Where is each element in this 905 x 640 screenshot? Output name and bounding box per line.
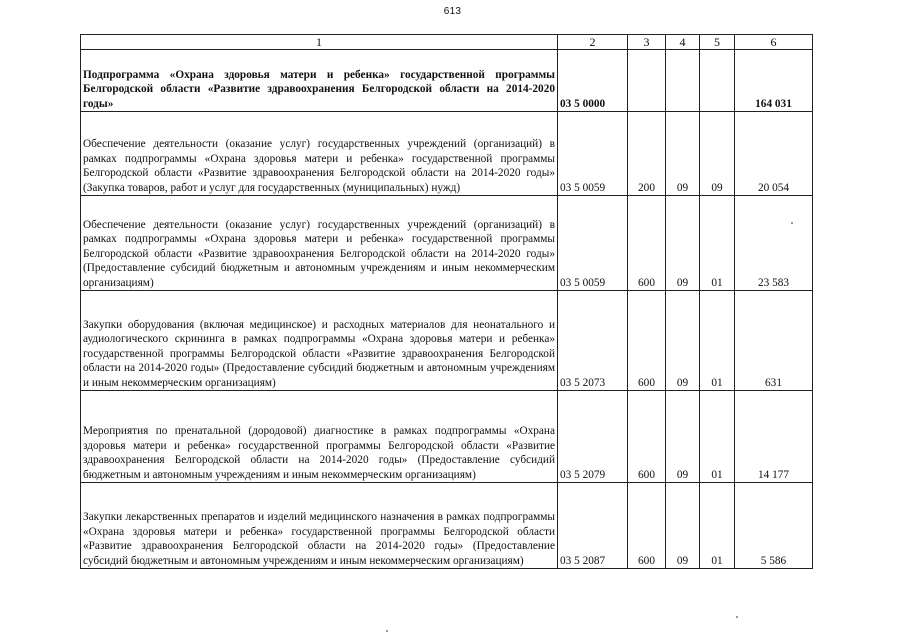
- column-header-6: 6: [735, 35, 813, 50]
- row-section: 09: [666, 196, 700, 291]
- row-subsection: 01: [700, 483, 735, 569]
- column-header-2: 2: [558, 35, 628, 50]
- page-number: 613: [443, 6, 462, 17]
- row-target-code: 03 5 0000: [558, 50, 628, 112]
- row-subsection: 01: [700, 196, 735, 291]
- row-target-code: 03 5 2073: [558, 291, 628, 391]
- table-header-row: [81, 35, 813, 50]
- row-amount: 5 586: [735, 483, 813, 569]
- row-section: 09: [666, 391, 700, 483]
- table-row: [81, 196, 813, 291]
- row-section: 09: [666, 112, 700, 196]
- column-header-1: 1: [81, 35, 558, 50]
- row-section: 09: [666, 291, 700, 391]
- row-description: Обеспечение деятельности (оказание услуг) государственных учреждений (организаций) в рамках подпрограммы «Охрана здоровья матери и ребенка» государственной программы Белгородской области «Развитие здравоохранения Белгородской области на 2014-2020 годы» (Предоставление субсидий бюджетным и автономным учреждениям и иным некоммерческим организациям): [81, 196, 558, 291]
- row-amount: 14 177: [735, 391, 813, 483]
- row-expense-type: 600: [628, 196, 666, 291]
- row-target-code: 03 5 2087: [558, 483, 628, 569]
- row-amount: 164 031: [735, 50, 813, 112]
- scan-speck: [791, 222, 793, 224]
- row-section: [666, 50, 700, 112]
- row-target-code: 03 5 0059: [558, 112, 628, 196]
- row-description: Подпрограмма «Охрана здоровья матери и ребенка» государственной программы Белгородской области «Развитие здравоохранения Белгородской области на 2014-2020 годы»: [81, 50, 558, 112]
- row-expense-type: [628, 50, 666, 112]
- table-row: [81, 391, 813, 483]
- table-row: [81, 50, 813, 112]
- table-row: [81, 291, 813, 391]
- scan-speck: [386, 630, 388, 632]
- row-amount: 23 583: [735, 196, 813, 291]
- column-header-4: 4: [666, 35, 700, 50]
- row-subsection: 01: [700, 391, 735, 483]
- column-header-3: 3: [628, 35, 666, 50]
- row-description: Обеспечение деятельности (оказание услуг) государственных учреждений (организаций) в рамках подпрограммы «Охрана здоровья матери и ребенка» государственной программы Белгородской области «Развитие здравоохранения Белгородской области на 2014-2020 годы» (Закупка товаров, работ и услуг для государственных (муниципальных) нужд): [81, 112, 558, 196]
- row-description: Закупки оборудования (включая медицинское) и расходных материалов для неонатального и аудиологического скрининга в рамках подпрограммы «Охрана здоровья матери и ребенка» государственной программы Белгородской области «Развитие здравоохранения Белгородской области на 2014-2020 годы» (Предоставление субсидий бюджетным и автономным учреждениям и иным некоммерческим организациям): [81, 291, 558, 391]
- row-subsection: 01: [700, 291, 735, 391]
- table-row: [81, 483, 813, 569]
- row-subsection: 09: [700, 112, 735, 196]
- row-expense-type: 600: [628, 483, 666, 569]
- row-target-code: 03 5 2079: [558, 391, 628, 483]
- column-header-5: 5: [700, 35, 735, 50]
- row-amount: 631: [735, 291, 813, 391]
- row-description: Закупки лекарственных препаратов и изделий медицинского назначения в рамках подпрограммы «Охрана здоровья матери и ребенка» государственной программы Белгородской области «Развитие здравоохранения Белгородской области на 2014-2020 годы» (Предоставление субсидий бюджетным и автономным учреждениям и иным некоммерческим организациям): [81, 483, 558, 569]
- row-expense-type: 600: [628, 291, 666, 391]
- row-expense-type: 600: [628, 391, 666, 483]
- row-section: 09: [666, 483, 700, 569]
- table-row: [81, 112, 813, 196]
- row-description: Мероприятия по пренатальной (дородовой) диагностике в рамках подпрограммы «Охрана здоровья матери и ребенка» государственной программы Белгородской области «Развитие здравоохранения Белгородской области на 2014-2020 годы» (Предоставление субсидий бюджетным и автономным учреждениям и иным некоммерческим организациям): [81, 391, 558, 483]
- scan-speck: [736, 616, 738, 618]
- row-amount: 20 054: [735, 112, 813, 196]
- row-subsection: [700, 50, 735, 112]
- row-expense-type: 200: [628, 112, 666, 196]
- row-target-code: 03 5 0059: [558, 196, 628, 291]
- budget-table: [80, 34, 813, 569]
